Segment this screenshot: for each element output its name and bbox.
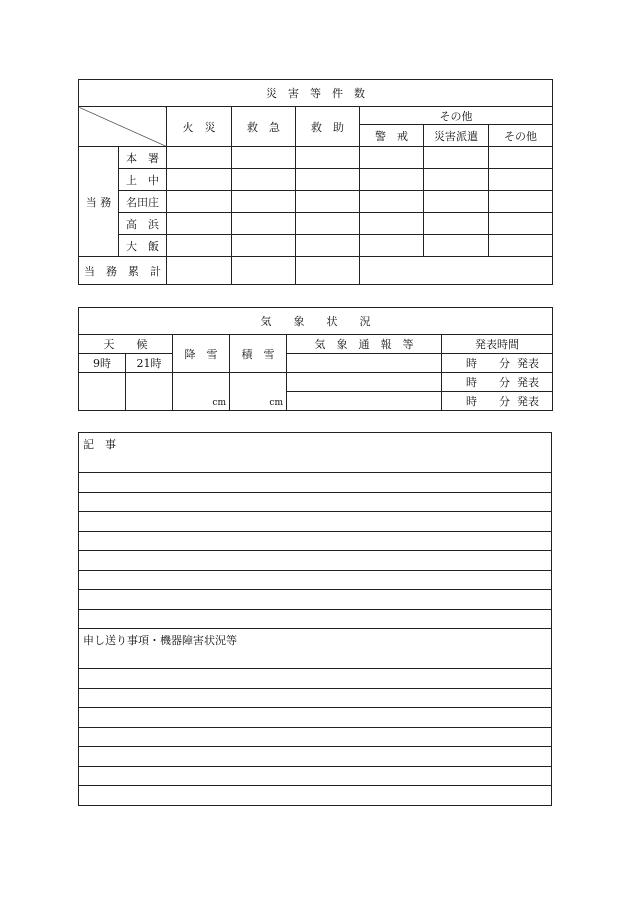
publish-label: 発表 [517, 395, 539, 408]
row-label: 名田庄 [119, 191, 167, 213]
pub-time-row[interactable] [442, 373, 553, 392]
col-report: 気 象 通 報 等 [287, 335, 442, 354]
cell[interactable] [489, 147, 553, 169]
col-21: 21時 [126, 354, 173, 373]
handover-line[interactable] [79, 669, 552, 689]
total-label: 当 務 累 計 [79, 257, 167, 285]
pub-time-row[interactable] [442, 354, 553, 373]
cell[interactable] [360, 235, 424, 257]
cell[interactable] [489, 213, 553, 235]
weather-9-cell[interactable] [79, 373, 126, 411]
cell[interactable] [296, 169, 360, 191]
article-label: 記 事 [79, 433, 552, 473]
minute-label: 分 [499, 376, 510, 389]
diagonal-header-cell [79, 107, 167, 147]
col-dispatch: 災害派遣 [424, 125, 489, 147]
note-line[interactable] [79, 492, 552, 512]
cell[interactable] [296, 191, 360, 213]
total-cell[interactable] [296, 257, 360, 285]
cell[interactable] [424, 191, 489, 213]
col-rescue: 救 助 [296, 107, 360, 147]
col-other2: その他 [489, 125, 553, 147]
cell[interactable] [360, 169, 424, 191]
publish-label: 発表 [517, 376, 539, 389]
cell[interactable] [489, 191, 553, 213]
handover-line[interactable] [79, 708, 552, 728]
handover-line[interactable] [79, 747, 552, 767]
hour-label: 時 [466, 357, 477, 370]
col-time: 発表時間 [442, 335, 553, 354]
cell[interactable] [424, 169, 489, 191]
weather-title: 気 象 状 況 [79, 308, 553, 335]
cell[interactable] [424, 235, 489, 257]
handover-line[interactable] [79, 766, 552, 786]
col-ambulance: 救 急 [232, 107, 296, 147]
cell[interactable] [167, 169, 232, 191]
handover-line[interactable] [79, 786, 552, 806]
weather-table [78, 307, 553, 411]
note-line[interactable] [79, 590, 552, 610]
minute-label: 分 [499, 395, 510, 408]
total-cell-other[interactable] [360, 257, 553, 285]
hour-label: 時 [466, 376, 477, 389]
col-weather: 天 候 [79, 335, 173, 354]
weather-21-cell[interactable] [126, 373, 173, 411]
notes-table [78, 432, 552, 806]
report-cell[interactable] [287, 373, 442, 392]
cell[interactable] [296, 213, 360, 235]
total-cell[interactable] [167, 257, 232, 285]
hour-label: 時 [466, 395, 477, 408]
note-line[interactable] [79, 512, 552, 532]
disaster-count-table [78, 79, 553, 285]
cell[interactable] [424, 147, 489, 169]
cell[interactable] [167, 235, 232, 257]
row-group-label: 当 務 [79, 147, 119, 257]
cell[interactable] [360, 213, 424, 235]
col-snowdepth: 積 雪 [230, 335, 287, 373]
minute-label: 分 [499, 357, 510, 370]
disaster-title: 災 害 等 件 数 [79, 80, 553, 107]
pub-time-row[interactable] [442, 392, 553, 411]
cell[interactable] [232, 169, 296, 191]
col-fire: 火 災 [167, 107, 232, 147]
cell[interactable] [360, 191, 424, 213]
row-label: 上 中 [119, 169, 167, 191]
col-other-group: その他 [360, 107, 553, 125]
cell[interactable] [424, 213, 489, 235]
cell[interactable] [167, 147, 232, 169]
cell[interactable] [489, 235, 553, 257]
cell[interactable] [167, 213, 232, 235]
cell[interactable] [232, 235, 296, 257]
cell[interactable] [232, 147, 296, 169]
handover-label: 申し送り事項・機器障害状況等 [79, 629, 552, 669]
cell[interactable] [232, 213, 296, 235]
cell[interactable] [489, 169, 553, 191]
cell[interactable] [296, 235, 360, 257]
row-label: 大 飯 [119, 235, 167, 257]
row-label: 本 署 [119, 147, 167, 169]
snowfall-cell[interactable]: cm [173, 373, 230, 411]
report-cell[interactable] [287, 354, 442, 373]
note-line[interactable] [79, 570, 552, 590]
cell[interactable] [232, 191, 296, 213]
cell[interactable] [167, 191, 232, 213]
row-label: 高 浜 [119, 213, 167, 235]
cell[interactable] [296, 147, 360, 169]
col-alert: 警 戒 [360, 125, 424, 147]
cell[interactable] [360, 147, 424, 169]
total-cell[interactable] [232, 257, 296, 285]
snowdepth-cell[interactable]: cm [230, 373, 287, 411]
handover-line[interactable] [79, 727, 552, 747]
note-line[interactable] [79, 473, 552, 493]
col-9: 9時 [79, 354, 126, 373]
publish-label: 発表 [517, 357, 539, 370]
report-cell[interactable] [287, 392, 442, 411]
handover-line[interactable] [79, 688, 552, 708]
col-snowfall: 降 雪 [173, 335, 230, 373]
note-line[interactable] [79, 609, 552, 629]
note-line[interactable] [79, 531, 552, 551]
note-line[interactable] [79, 551, 552, 571]
